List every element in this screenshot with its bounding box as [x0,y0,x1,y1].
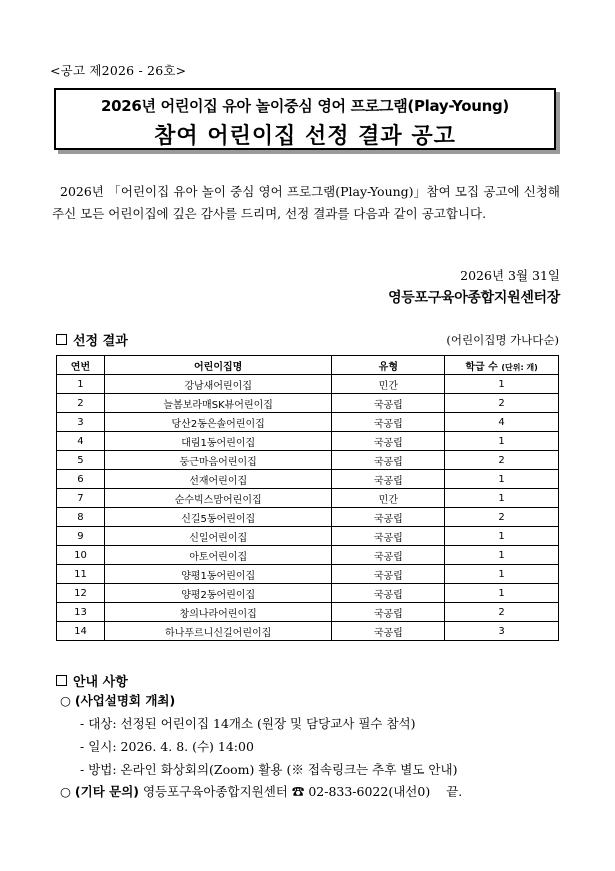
cell-number: 8 [57,508,105,527]
cell-name: 대림1동어린이집 [104,432,332,451]
cell-name: 신길5동어린이집 [104,508,332,527]
cell-type: 국공립 [332,432,445,451]
circle-bullet-icon: ○ [60,784,71,799]
cell-name: 늘봄보라매SK뷰어린이집 [104,394,332,413]
guide-heading [56,671,128,690]
table-row [57,451,559,470]
cell-type: 국공립 [332,413,445,432]
cell-type: 민간 [332,489,445,508]
cell-type: 국공립 [332,470,445,489]
cell-number: 12 [57,584,105,603]
results-heading-label: 선정 결과 [73,334,128,349]
circle-bullet-icon: ○ [60,693,71,708]
col-header-classes-label: 학급 수 [465,361,498,373]
table-row [57,508,559,527]
cell-type: 국공립 [332,546,445,565]
cell-type: 국공립 [332,622,445,641]
table-row [57,603,559,622]
intro-paragraph: 2026년 「어린이집 유아 놀이 중심 영어 프로그램(Play-Young)」참여 모집 공고에 신청해 주신 모든 어린이집에 깊은 감사를 드리며, 선정 결과를 다음과 같이 공고합니다. [52,184,560,221]
cell-number: 7 [57,489,105,508]
cell-classes: 1 [445,546,559,565]
cell-number: 4 [57,432,105,451]
cell-type: 국공립 [332,603,445,622]
title-box [54,88,556,150]
cell-classes: 1 [445,432,559,451]
table-row [57,527,559,546]
table-row [57,489,559,508]
cell-number: 9 [57,527,105,546]
col-header-classes [445,356,559,375]
cell-number: 1 [57,375,105,394]
cell-classes: 3 [445,622,559,641]
cell-number: 6 [57,470,105,489]
table-row [57,413,559,432]
title-line-2: 참여 어린이집 선정 결과 공고 [154,124,456,149]
table-row [57,584,559,603]
cell-type: 국공립 [332,565,445,584]
cell-type: 국공립 [332,527,445,546]
col-header-unit: (단위: 개) [501,362,538,372]
checkbox-square-icon [56,334,67,345]
cell-name: 선재어린이집 [104,470,332,489]
cell-classes: 1 [445,565,559,584]
cell-number: 14 [57,622,105,641]
cell-classes: 2 [445,508,559,527]
cell-number: 5 [57,451,105,470]
briefing-target: - 대상: 선정된 어린이집 14개소 (원장 및 담당교사 필수 참석) [80,716,416,731]
cell-classes: 2 [445,603,559,622]
cell-number: 10 [57,546,105,565]
table-row [57,565,559,584]
cell-name: 양평1동어린이집 [104,565,332,584]
cell-number: 2 [57,394,105,413]
cell-name: 강남새어린이집 [104,375,332,394]
cell-name: 둥근마음어린이집 [104,451,332,470]
table-row [57,394,559,413]
cell-type: 민간 [332,375,445,394]
inquiry-title: (기타 문의) [74,784,139,799]
cell-classes: 4 [445,413,559,432]
cell-name: 당산2동은솔어린이집 [104,413,332,432]
col-header-name: 어린이집명 [104,356,332,375]
results-table [56,355,559,641]
cell-type: 국공립 [332,584,445,603]
cell-name: 아토어린이집 [104,546,332,565]
col-header-type: 유형 [332,356,445,375]
cell-type: 국공립 [332,451,445,470]
table-row [57,622,559,641]
announcement-date: 2026년 3월 31일 [460,268,560,283]
cell-number: 11 [57,565,105,584]
cell-classes: 1 [445,375,559,394]
cell-classes: 1 [445,584,559,603]
cell-type: 국공립 [332,394,445,413]
cell-classes: 1 [445,489,559,508]
cell-number: 13 [57,603,105,622]
checkbox-square-icon [56,675,67,686]
cell-name: 창의나라어린이집 [104,603,332,622]
table-header-row [57,356,559,375]
end-mark: 끝. [446,784,463,799]
issuer-name: 영등포구육아종합지원센터장 [388,290,560,306]
briefing-title: (사업설명회 개최) [74,693,176,708]
title-line-1: 2026년 어린이집 유아 놀이중심 영어 프로그램(Play-Young) [101,97,509,115]
briefing-method: - 방법: 온라인 화상회의(Zoom) 활용 (※ 접속링크는 추후 별도 안내) [80,762,458,777]
cell-name: 신일어린이집 [104,527,332,546]
inquiry-body: 영등포구육아종합지원센터 ☎ 02-833-6022(내선0) [142,784,431,799]
cell-classes: 1 [445,470,559,489]
results-table-body [57,375,559,641]
table-row [57,375,559,394]
notice-number: <공고 제2026 - 26호> [50,63,187,78]
briefing-datetime: - 일시: 2026. 4. 8. (수) 14:00 [80,739,254,754]
cell-classes: 2 [445,451,559,470]
table-row [57,470,559,489]
cell-name: 순수빅스맘어린이집 [104,489,332,508]
inquiry-item [60,782,462,800]
cell-name: 양평2동어린이집 [104,584,332,603]
cell-number: 3 [57,413,105,432]
cell-classes: 2 [445,394,559,413]
cell-name: 하나푸르니신길어린이집 [104,622,332,641]
col-header-number: 연번 [57,356,105,375]
cell-classes: 1 [445,527,559,546]
table-row [57,546,559,565]
guide-heading-label: 안내 사항 [73,675,128,690]
sort-note: (어린이집명 가나다순) [446,333,559,347]
briefing-item [60,691,175,709]
table-row [57,432,559,451]
cell-type: 국공립 [332,508,445,527]
results-heading [56,330,128,349]
